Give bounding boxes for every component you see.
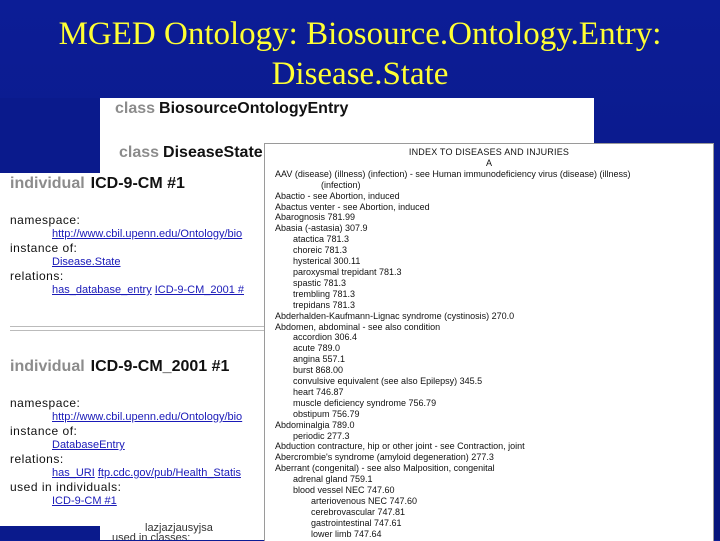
relation-key-link[interactable]: has_URI [52, 467, 95, 479]
index-entry: acute 789.0 [293, 343, 341, 354]
relations-label: relations: [10, 269, 64, 283]
used-in-classes-label: used in classes: [112, 532, 191, 540]
slide-title [0, 14, 720, 94]
individual-name: ICD-9-CM #1 [90, 175, 185, 192]
background-strip [0, 98, 100, 173]
instance-of-label: instance of: [10, 241, 78, 255]
index-entry: Abactio - see Abortion, induced [275, 190, 400, 201]
index-entry: Abdomen, abdominal - see also condition [275, 321, 441, 332]
divider [10, 326, 270, 331]
index-entry: adrenal gland 759.1 [293, 474, 373, 485]
index-entry: Abdominalgia 789.0 [275, 419, 355, 430]
relation-value-link[interactable]: ICD-9-CM_2001 # [154, 284, 245, 296]
slide-title-line1: MGED Ontology: Biosource.Ontology.Entry: [58, 16, 662, 52]
individual-icd9cm-1 [0, 175, 270, 297]
individual-keyword: individual [10, 175, 85, 192]
index-entry: muscle deficiency syndrome 756.79 [293, 397, 437, 408]
relation-value-link[interactable]: ftp.cdc.gov/pub/Health_Statis [97, 467, 241, 479]
index-title: INDEX TO DISEASES AND INJURIES [408, 147, 570, 157]
index-entry: Abderhalden-Kaufmann-Lignac syndrome (cystinosis) 270.0 [275, 310, 515, 321]
index-entry: cerebrovascular 747.81 [311, 506, 406, 517]
class-disease-state[interactable] [119, 144, 263, 162]
index-entry: Abduction contracture, hip or other joint - see Contraction, joint [275, 441, 525, 452]
instance-of-link[interactable]: DatabaseEntry [52, 439, 125, 451]
used-in-individuals-label: used in individuals: [10, 480, 122, 494]
index-entry: Abasia (-astasia) 307.9 [275, 223, 368, 234]
namespace-link[interactable]: http://www.cbil.upenn.edu/Ontology/bio [52, 411, 243, 423]
index-entry: arteriovenous NEC 747.60 [311, 496, 418, 506]
individual-header [0, 358, 270, 376]
index-entry: periodic 277.3 [293, 430, 350, 441]
index-entries [265, 169, 713, 540]
index-entry: (infection) [321, 179, 361, 190]
index-entry: Abarognosis 781.99 [275, 212, 356, 223]
individual-name: ICD-9-CM_2001 #1 [90, 358, 230, 375]
index-entry: trembling 781.3 [293, 288, 356, 299]
index-entry: obstipum 756.79 [293, 408, 360, 419]
individual-icd9cm-2001-1 [0, 358, 270, 508]
individual-keyword: individual [10, 358, 85, 375]
clipped-text: lazjazjausyjsa [145, 522, 213, 534]
namespace-link[interactable]: http://www.cbil.upenn.edu/Ontology/bio [52, 228, 243, 240]
index-entry: spastic 781.3 [293, 277, 347, 288]
index-entry: accordion 306.4 [293, 332, 358, 343]
index-entry: convulsive equivalent (see also Epilepsy) 345.5 [293, 376, 483, 387]
index-entry: heart 746.87 [293, 386, 344, 397]
index-entry: blood vessel NEC 747.60 [293, 485, 395, 496]
index-entry: hysterical 300.11 [293, 256, 361, 267]
used-in-individual-link[interactable]: ICD-9-CM #1 [52, 495, 117, 507]
index-entry: gastrointestinal 747.61 [311, 517, 402, 528]
instance-of-link[interactable]: Disease.State [52, 256, 121, 268]
icd9-index-panel [264, 143, 714, 541]
relation-key-link[interactable]: has_database_entry [52, 284, 152, 296]
class-keyword: class [119, 144, 160, 161]
index-entry: Abercrombie's syndrome (amyloid degeneration) 277.3 [275, 452, 494, 463]
class-name: BiosourceOntologyEntry [159, 100, 349, 117]
namespace-label: namespace: [10, 396, 81, 410]
class-name: DiseaseState [163, 144, 263, 161]
index-entry: lower limb 747.64 [311, 528, 382, 539]
class-biosource-ontology-entry[interactable] [115, 100, 348, 118]
index-entry: AAV (disease) (illness) (infection) - see Human immunodeficiency virus (disease) (illness) [275, 168, 631, 179]
index-entry: Aberrant (congenital) - see also Malposition, congenital [275, 463, 495, 474]
index-entry: Abactus venter - see Abortion, induced [275, 201, 430, 212]
index-letter: A [485, 157, 492, 168]
index-entry: burst 868.00 [293, 365, 344, 376]
relations-label: relations: [10, 452, 64, 466]
slide-title-line2: Disease.State [271, 56, 449, 92]
individual-header [0, 175, 270, 193]
index-entry: paroxysmal trepidant 781.3 [293, 266, 402, 277]
namespace-label: namespace: [10, 213, 81, 227]
instance-of-label: instance of: [10, 424, 78, 438]
index-header [265, 147, 713, 169]
index-entry: angina 557.1 [293, 354, 346, 365]
index-entry: trepidans 781.3 [293, 299, 356, 310]
index-entry: atactica 781.3 [293, 234, 350, 245]
index-entry: choreic 781.3 [293, 245, 348, 256]
background-strip [0, 526, 100, 540]
class-keyword: class [115, 100, 156, 117]
